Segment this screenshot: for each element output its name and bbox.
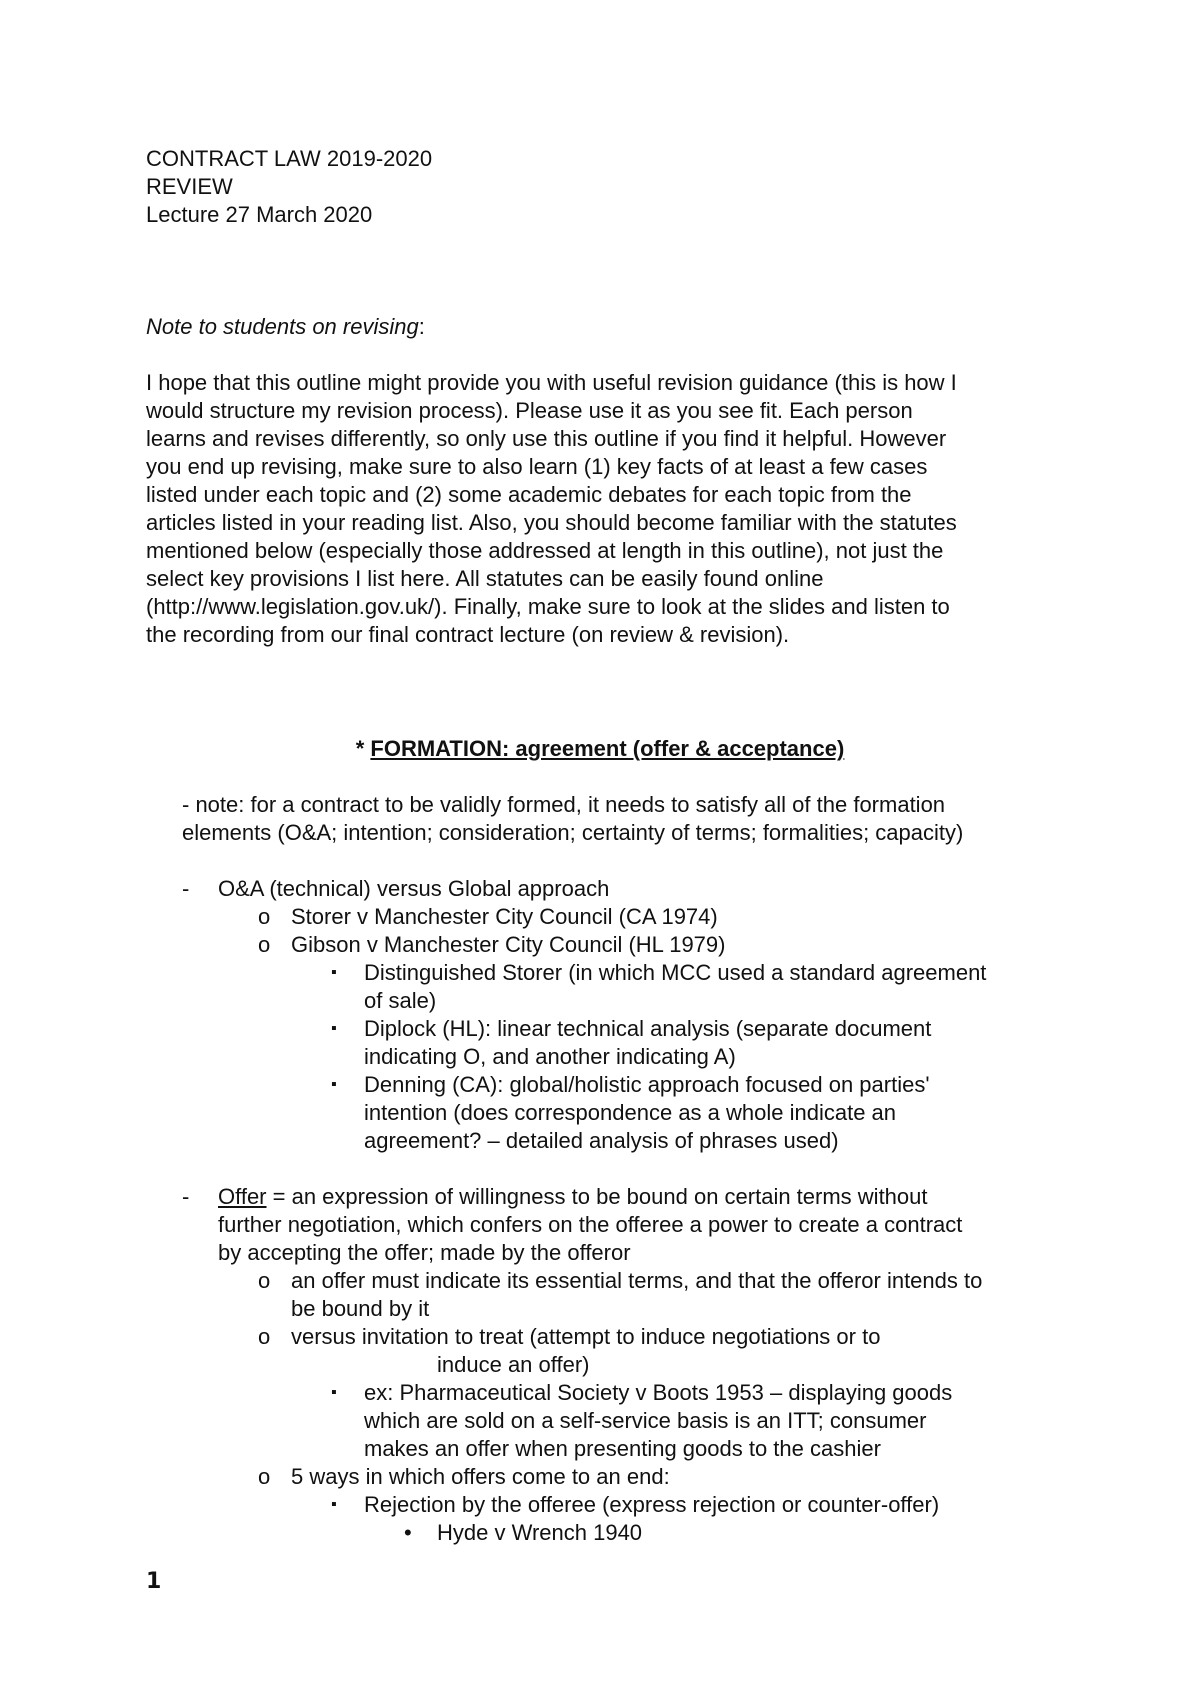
item-text: Denning (CA): global/holistic approach focused on parties' bbox=[364, 1072, 930, 1097]
item-text: O&A (technical) versus Global approach bbox=[218, 876, 610, 901]
item-text: agreement? – detailed analysis of phrases used) bbox=[364, 1128, 839, 1153]
square-bullet: ▪ bbox=[331, 964, 337, 981]
note-colon: : bbox=[418, 314, 425, 339]
section-title: FORMATION: agreement (offer & acceptance) bbox=[370, 736, 845, 761]
circle-bullet: o bbox=[258, 1464, 271, 1489]
note-line: I hope that this outline might provide you with useful revision guidance (this is how I bbox=[146, 370, 957, 395]
note-line: learns and revises differently, so only use this outline if you find it helpful. However bbox=[146, 426, 947, 451]
note-line: articles listed in your reading list. Also, you should become familiar with the statutes bbox=[146, 510, 957, 535]
dash-bullet: - bbox=[182, 876, 190, 901]
item-text: intention (does correspondence as a whole indicate an bbox=[364, 1100, 897, 1125]
note-line: (http://www.legislation.gov.uk/). Finally, make sure to look at the slides and listen to bbox=[146, 594, 950, 619]
circle-bullet: o bbox=[258, 904, 271, 929]
item-text: Distinguished Storer (in which MCC used a standard agreement bbox=[364, 960, 987, 985]
offer-term: Offer bbox=[218, 1184, 267, 1209]
note-line: mentioned below (especially those addressed at length in this outline), not just the bbox=[146, 538, 944, 563]
item-text: Storer v Manchester City Council (CA 1974) bbox=[291, 904, 718, 929]
circle-bullet: o bbox=[258, 1324, 271, 1349]
item-text: versus invitation to treat (attempt to induce negotiations or to bbox=[291, 1324, 881, 1349]
note-heading bbox=[146, 313, 425, 341]
note-label: Note to students on revising bbox=[146, 314, 419, 339]
circle-bullet: o bbox=[258, 1268, 271, 1293]
square-bullet: ▪ bbox=[331, 1076, 337, 1093]
item-text: Gibson v Manchester City Council (HL 1979) bbox=[291, 932, 726, 957]
offer-definition bbox=[218, 1183, 928, 1211]
item-text: induce an offer) bbox=[437, 1352, 590, 1377]
doc-title: CONTRACT LAW 2019-2020 bbox=[146, 146, 433, 171]
square-bullet: ▪ bbox=[331, 1496, 337, 1513]
doc-subtitle: REVIEW bbox=[146, 174, 233, 199]
note-line: the recording from our final contract lecture (on review & revision). bbox=[146, 622, 790, 647]
section-star: * bbox=[355, 736, 371, 761]
item-text: ex: Pharmaceutical Society v Boots 1953 – displaying goods bbox=[364, 1380, 953, 1405]
note-line: you end up revising, make sure to also learn (1) key facts of at least a few cases bbox=[146, 454, 928, 479]
item-text: 5 ways in which offers come to an end: bbox=[291, 1464, 670, 1489]
item-text: indicating O, and another indicating A) bbox=[364, 1044, 736, 1069]
note-line: listed under each topic and (2) some academic debates for each topic from the bbox=[146, 482, 912, 507]
item-text: which are sold on a self-service basis is an ITT; consumer bbox=[364, 1408, 927, 1433]
circle-bullet: o bbox=[258, 932, 271, 957]
item-text: an offer must indicate its essential terms, and that the offeror intends to bbox=[291, 1268, 983, 1293]
section-heading bbox=[0, 735, 1200, 763]
page-number: 1 bbox=[146, 1569, 162, 1594]
item-text: further negotiation, which confers on the offeree a power to create a contract bbox=[218, 1212, 963, 1237]
item-text: be bound by it bbox=[291, 1296, 430, 1321]
item-text: Diplock (HL): linear technical analysis (separate document bbox=[364, 1016, 932, 1041]
note-line: select key provisions I list here. All statutes can be easily found online bbox=[146, 566, 824, 591]
dot-bullet: • bbox=[404, 1520, 412, 1545]
item-text: Rejection by the offeree (express rejection or counter-offer) bbox=[364, 1492, 940, 1517]
lecture-date: Lecture 27 March 2020 bbox=[146, 202, 373, 227]
item-text: by accepting the offer; made by the offeror bbox=[218, 1240, 631, 1265]
item-text: makes an offer when presenting goods to the cashier bbox=[364, 1436, 881, 1461]
item-text: = an expression of willingness to be bound on certain terms without bbox=[266, 1184, 928, 1209]
note-line: would structure my revision process). Please use it as you see fit. Each person bbox=[146, 398, 913, 423]
square-bullet: ▪ bbox=[331, 1020, 337, 1037]
item-text: Hyde v Wrench 1940 bbox=[437, 1520, 643, 1545]
item-text: of sale) bbox=[364, 988, 437, 1013]
intro-line: - note: for a contract to be validly formed, it needs to satisfy all of the formation bbox=[182, 792, 946, 817]
intro-line: elements (O&A; intention; consideration; certainty of terms; formalities; capacity) bbox=[182, 820, 964, 845]
dash-bullet: - bbox=[182, 1184, 190, 1209]
square-bullet: ▪ bbox=[331, 1384, 337, 1401]
